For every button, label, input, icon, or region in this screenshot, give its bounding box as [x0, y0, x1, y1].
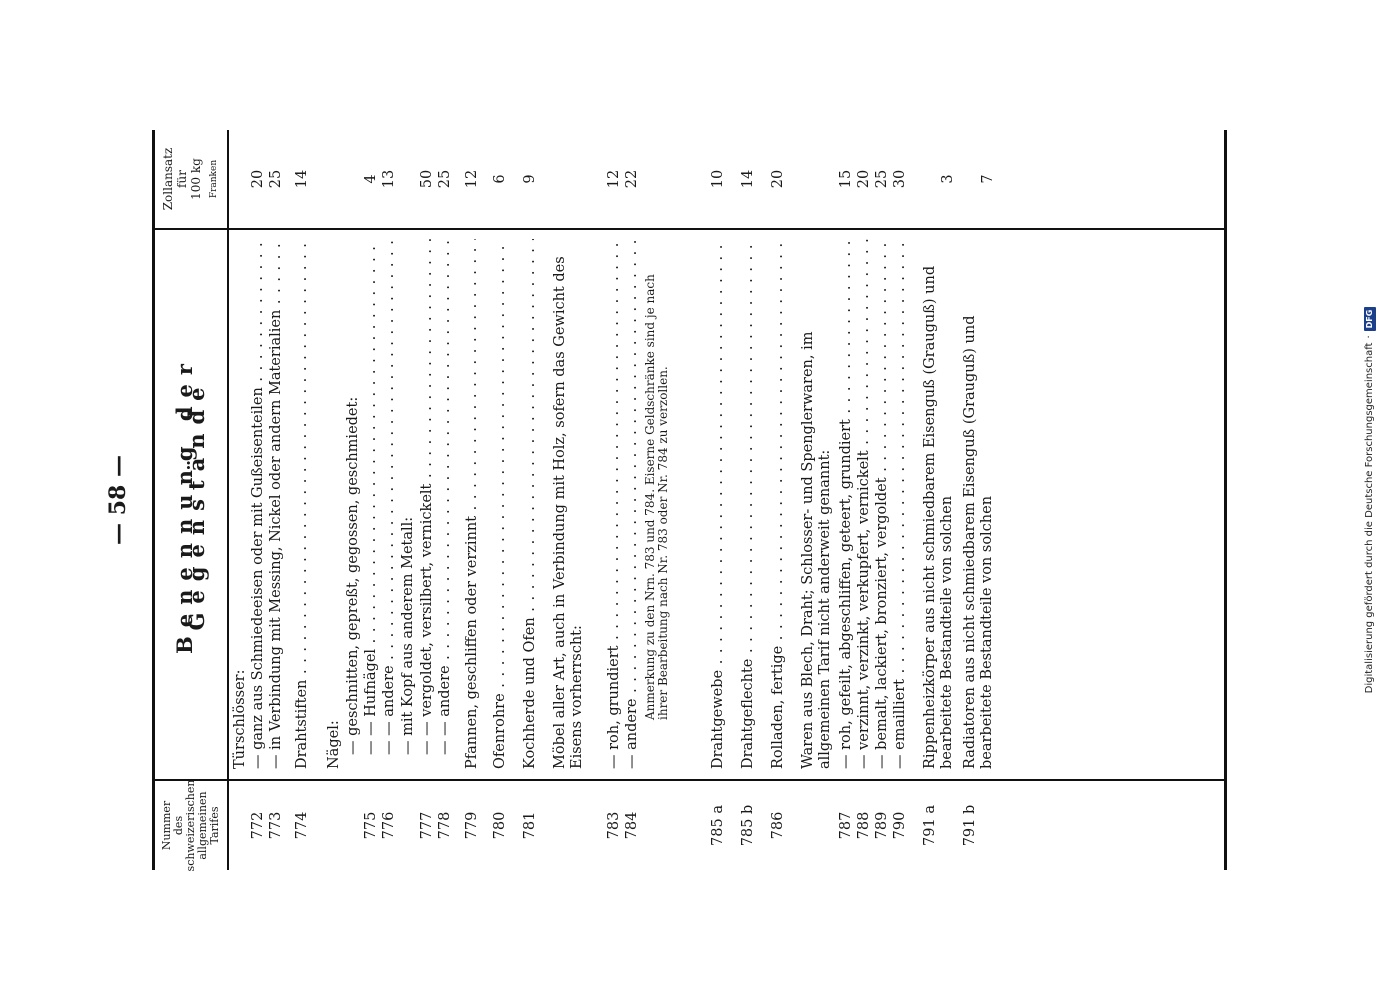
duty-rate: 14 — [294, 169, 310, 189]
credit-text: Digitalisierung gefördert durch die Deutsche Forschungsgemeinschaft — [1364, 342, 1375, 694]
item-description — [874, 239, 891, 769]
description-text: — — andere . . . — [381, 239, 398, 755]
item-description — [381, 239, 398, 755]
item-description — [232, 239, 249, 769]
item-description — [644, 250, 670, 720]
dfg-logo: DFG — [1364, 307, 1376, 332]
duty-rate: 6 — [492, 174, 508, 184]
item-description — [552, 239, 586, 769]
duty-rate: 50 — [419, 169, 435, 189]
tariff-number: 775 — [363, 811, 379, 840]
item-description — [962, 239, 996, 769]
duty-rate: 13 — [381, 169, 397, 189]
header-line: des — [172, 815, 185, 836]
duty-rate: 25 — [437, 169, 453, 189]
tariff-number: 776 — [381, 811, 397, 840]
duty-rate: 7 — [980, 174, 996, 184]
header-line: schweizerischen — [184, 779, 197, 872]
item-description — [922, 239, 956, 769]
description-text: Kochherde und Öfen . . . — [522, 239, 539, 769]
digitization-credit: Digitalisierung gefördert durch die Deutsche Forschungsgemeinschaft · DFG — [1362, 0, 1378, 1000]
tariff-number: 785 b — [740, 804, 756, 847]
description-text: — andere . . . — [624, 239, 641, 769]
tariff-number: 789 — [874, 811, 890, 840]
table-header-rule — [227, 130, 229, 870]
description-text: Nägel: — [326, 720, 342, 769]
tariff-number: 784 — [624, 811, 640, 840]
header-line: Tarifes — [208, 806, 221, 845]
header-number-column — [156, 781, 226, 870]
tariff-number: 781 — [522, 811, 538, 840]
item-description — [326, 239, 343, 769]
item-description — [710, 239, 727, 769]
item-description — [800, 239, 834, 769]
tariff-number: 790 — [892, 811, 908, 840]
item-description — [770, 239, 787, 769]
tariff-number: 787 — [838, 811, 854, 840]
header-line: Nummer — [160, 800, 173, 851]
column-rule-1 — [152, 779, 1227, 781]
description-text: — in Verbindung mit Messing, Nickel oder andern Materialien . . . — [268, 239, 285, 769]
duty-rate: 12 — [464, 169, 480, 189]
duty-rate: 25 — [268, 169, 284, 189]
item-description — [464, 239, 481, 769]
description-text: — ganz aus Schmiedeeisen oder mit Gußeisenteilen . . . — [250, 239, 267, 769]
description-text: — — vergoldet, versilbert, vernickelt . . . — [419, 239, 436, 755]
description-text: Drahtstiften . . . — [294, 239, 311, 769]
item-description — [419, 239, 436, 755]
duty-rate: 15 — [838, 169, 854, 189]
header-line: Zollansatz — [161, 147, 175, 211]
item-description — [892, 239, 909, 769]
tariff-table — [152, 130, 1227, 870]
tariff-number: 774 — [294, 811, 310, 840]
duty-rate: 20 — [856, 169, 872, 189]
duty-rate: 20 — [250, 169, 266, 189]
description-text: Drahtgeflechte . . . — [740, 239, 757, 769]
header-line: für — [175, 170, 189, 188]
duty-rate: 12 — [606, 169, 622, 189]
tariff-number: 772 — [250, 811, 266, 840]
duty-rate: 22 — [624, 169, 640, 189]
duty-rate: 30 — [892, 169, 908, 189]
tariff-number: 773 — [268, 811, 284, 840]
tariff-number: 786 — [770, 811, 786, 840]
item-description — [740, 239, 757, 769]
header-unit: Franken — [209, 159, 219, 199]
tariff-number: 785 a — [710, 805, 726, 846]
item-description — [345, 239, 362, 755]
description-text: — — andere . . . — [437, 239, 454, 755]
item-description — [856, 239, 873, 769]
duty-rate: 10 — [710, 169, 726, 189]
description-text: Möbel aller Art, auch in Verbindung mit Holz, sofern das Gewicht des Eisens vorherrscht: — [552, 256, 585, 769]
description-text: Radiatoren aus nicht schmiedbarem Eisenguß (Grauguß) und bearbeitete Bestandteile von solchen — [962, 315, 995, 769]
duty-rate: 25 — [874, 169, 890, 189]
description-text: Anmerkung zu den Nrn. 783 und 784. Eiserne Geldschränke sind je nach ihrer Bearbeitung nach Nr. 783 oder Nr. 784 zu verzollen. — [643, 274, 670, 720]
item-description — [268, 239, 285, 769]
table-top-rule — [152, 130, 155, 870]
header-line: allgemeinen — [196, 791, 209, 860]
tariff-number: 779 — [464, 811, 480, 840]
description-text: — geschnitten, gepreßt, gegossen, geschmiedet: — [345, 396, 361, 755]
description-text: Türschlösser: — [232, 669, 248, 769]
header-line: 100 kg — [189, 158, 203, 200]
tariff-number: 780 — [492, 811, 508, 840]
description-text: Rolladen, fertige . . . — [770, 239, 787, 769]
tariff-number: 783 — [606, 811, 622, 840]
tariff-number: 791 b — [962, 804, 978, 847]
tariff-number: 777 — [419, 811, 435, 840]
duty-rate: 14 — [740, 169, 756, 189]
duty-rate: 9 — [522, 174, 538, 184]
item-description — [400, 239, 417, 755]
item-description — [363, 239, 380, 755]
item-description — [437, 239, 454, 755]
item-description — [294, 239, 311, 769]
duty-rate: 4 — [363, 174, 379, 184]
description-text: — mit Kopf aus anderem Metall: — [400, 516, 416, 755]
description-text: Pfannen, geschliffen oder verzinnt . . . — [464, 239, 481, 769]
column-rule-2 — [152, 228, 1227, 230]
item-description — [624, 239, 641, 769]
description-text: — verzinnt, verzinkt, verkupfert, vernickelt . . . — [856, 239, 873, 769]
duty-rate: 3 — [940, 174, 956, 184]
description-text: — roh, grundiert . . . — [606, 239, 623, 769]
description-text: Rippenheizkörper aus nicht schmiedbarem Eisenguß (Grauguß) und bearbeitete Bestandteile von solchen — [922, 265, 955, 769]
tariff-number: 788 — [856, 811, 872, 840]
table-bottom-rule — [1224, 130, 1227, 870]
header-description-column: Benennung der Gegenstände — [172, 355, 209, 654]
description-text: — bemalt, lackiert, bronziert, vergoldet . . . — [874, 239, 891, 769]
description-text: — emailliert . . . — [892, 239, 909, 769]
item-description — [250, 239, 267, 769]
description-text: Ofenrohre . . . — [492, 239, 509, 769]
tariff-number: 791 a — [922, 805, 938, 846]
item-description — [606, 239, 623, 769]
item-description — [522, 239, 539, 769]
header-rate-column — [156, 130, 226, 228]
description-text: — roh, gefeilt, abgeschliffen, geteert, grundiert . . . — [838, 239, 855, 769]
duty-rate: 20 — [770, 169, 786, 189]
item-description — [838, 239, 855, 769]
tariff-number: 778 — [437, 811, 453, 840]
description-text: Waren aus Blech, Draht; Schlosser- und Spenglerwaren, im allgemeinen Tarif nicht anderweit genannt: — [800, 331, 833, 769]
description-text: — — Hufnägel . . . — [363, 239, 380, 755]
page-number: — 58 — — [105, 455, 131, 545]
item-description — [492, 239, 509, 769]
description-text: Drahtgewebe . . . — [710, 239, 727, 769]
